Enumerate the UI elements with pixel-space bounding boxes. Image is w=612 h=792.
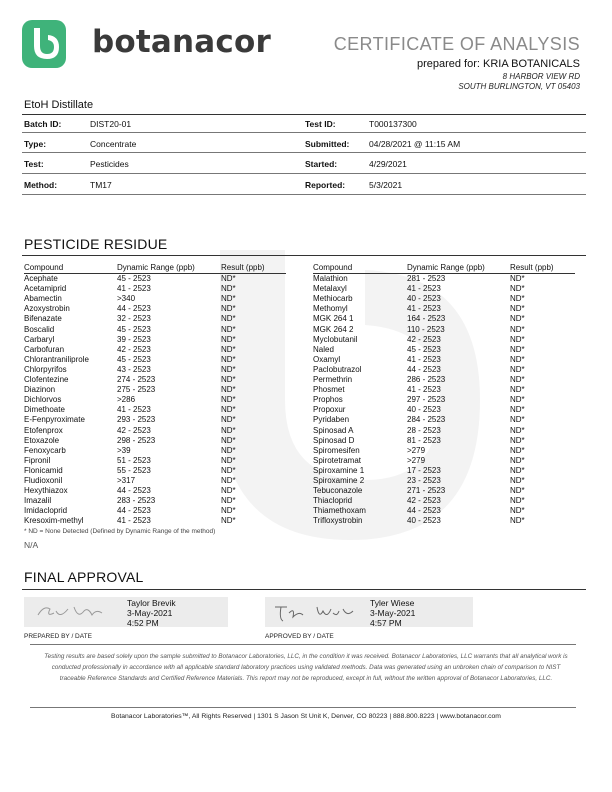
dynamic-range: >279 [407, 445, 426, 455]
prepared-time: 4:52 PM [127, 618, 159, 628]
result-value: ND* [221, 364, 236, 374]
divider [22, 589, 586, 590]
col-compound: Compound [24, 263, 64, 272]
reported-label: Reported: [305, 180, 346, 190]
compound-name: Methiocarb [313, 294, 353, 304]
divider [22, 152, 586, 153]
submitted-value: 04/28/2021 @ 11:15 AM [369, 139, 461, 149]
divider [30, 644, 576, 645]
compound-name: Naled [313, 344, 334, 354]
table-row [24, 375, 286, 385]
result-value: ND* [510, 506, 525, 516]
compound-name: Prophos [313, 395, 343, 405]
compound-name: Carbaryl [24, 334, 55, 344]
dynamic-range: 42 - 2523 [407, 496, 441, 506]
dynamic-range: 39 - 2523 [117, 334, 151, 344]
footer-text: Botanacor Laboratories™, All Rights Reserved | 1301 S Jason St Unit K, Denver, CO 80223 | 888.800.8223 | www.botanacor.com [111, 713, 501, 720]
table-row [313, 446, 575, 456]
dynamic-range: 281 - 2523 [407, 274, 446, 283]
nd-footnote: * ND = None Detected (Defined by Dynamic Range of the method) [24, 528, 216, 535]
table-row [313, 314, 575, 324]
result-value: ND* [221, 354, 236, 364]
dynamic-range: 44 - 2523 [407, 506, 441, 516]
table-header [313, 263, 575, 274]
method-label: Method: [24, 180, 58, 190]
table-row [24, 476, 286, 486]
result-value: ND* [221, 445, 236, 455]
dynamic-range: 284 - 2523 [407, 415, 446, 425]
table-row [313, 426, 575, 436]
table-row [313, 415, 575, 425]
table-row [313, 486, 575, 496]
compound-name: Diazinon [24, 385, 56, 395]
compound-name: Fludioxonil [24, 476, 63, 485]
compound-name: Acetamiprid [24, 284, 67, 294]
result-value: ND* [221, 516, 236, 526]
result-value: ND* [221, 385, 236, 395]
compound-name: MGK 264 1 [313, 314, 354, 324]
reported-value: 5/3/2021 [369, 180, 403, 190]
result-value: ND* [510, 364, 525, 374]
table-row [24, 426, 286, 436]
dynamic-range: 23 - 2523 [407, 476, 441, 485]
result-value: ND* [510, 476, 525, 485]
compound-name: Paclobutrazol [313, 364, 362, 374]
test-id-value: T000137300 [369, 119, 417, 129]
table-row [24, 456, 286, 466]
table-row [24, 355, 286, 365]
dynamic-range: >279 [407, 455, 426, 465]
dynamic-range: 41 - 2523 [407, 284, 441, 294]
table-row [313, 355, 575, 365]
dynamic-range: 271 - 2523 [407, 486, 446, 496]
prepared-signature-box [24, 597, 120, 627]
table-row [313, 385, 575, 395]
compound-name: Spinosad D [313, 435, 355, 445]
table-row [313, 456, 575, 466]
table-row [24, 314, 286, 324]
dynamic-range: 40 - 2523 [407, 516, 441, 526]
dynamic-range: 41 - 2523 [117, 516, 151, 526]
table-row [24, 325, 286, 335]
dynamic-range: 42 - 2523 [117, 344, 151, 354]
prepared-by-name: Taylor Brevik [127, 598, 176, 608]
table-row [24, 486, 286, 496]
residue-table-right [313, 263, 575, 528]
result-value: ND* [510, 354, 525, 364]
result-value: ND* [510, 405, 525, 415]
compound-name: Oxamyl [313, 354, 341, 364]
result-value: ND* [221, 395, 236, 405]
result-value: ND* [510, 274, 525, 283]
compound-name: Trifloxystrobin [313, 516, 363, 526]
result-value: ND* [510, 425, 525, 435]
dynamic-range: 41 - 2523 [407, 385, 441, 395]
table-row [313, 506, 575, 516]
compound-name: Thiacloprid [313, 496, 353, 506]
result-value: ND* [510, 324, 525, 334]
compound-name: Phosmet [313, 385, 345, 395]
dynamic-range: 110 - 2523 [407, 324, 445, 334]
result-value: ND* [510, 395, 525, 405]
table-row [24, 516, 286, 526]
compound-name: Etofenprox [24, 425, 63, 435]
result-value: ND* [221, 415, 236, 425]
batch-id-value: DIST20-01 [90, 119, 132, 129]
dynamic-range: 283 - 2523 [117, 496, 156, 506]
approved-signature [265, 597, 363, 627]
prepared-signature [24, 597, 120, 627]
approved-time: 4:57 PM [370, 618, 402, 628]
dynamic-range: 41 - 2523 [117, 284, 151, 294]
dynamic-range: 293 - 2523 [117, 415, 156, 425]
approved-caption: APPROVED BY / DATE [265, 633, 334, 640]
dynamic-range: 17 - 2523 [407, 465, 441, 475]
client-address-line1: 8 HARBOR VIEW RD [502, 72, 580, 81]
compound-name: Etoxazole [24, 435, 60, 445]
table-row [24, 466, 286, 476]
compound-name: Chlorpyrifos [24, 364, 67, 374]
dynamic-range: 42 - 2523 [407, 334, 441, 344]
compound-name: Methomyl [313, 304, 348, 314]
dynamic-range: 41 - 2523 [407, 304, 441, 314]
compound-name: Hexythiazox [24, 486, 68, 496]
result-value: ND* [510, 486, 525, 496]
compound-name: Bifenazate [24, 314, 62, 324]
table-row [24, 274, 286, 284]
result-value: ND* [221, 274, 236, 283]
dynamic-range: 286 - 2523 [407, 375, 446, 384]
compound-name: Fipronil [24, 455, 51, 465]
result-value: ND* [221, 465, 236, 475]
compound-name: Myclobutanil [313, 334, 358, 344]
compound-name: Clofentezine [24, 375, 69, 384]
submitted-label: Submitted: [305, 139, 350, 149]
test-value: Pesticides [90, 159, 129, 169]
compound-name: Dichlorvos [24, 395, 62, 405]
divider [22, 255, 586, 256]
table-row [313, 335, 575, 345]
table-row [313, 274, 575, 284]
started-value: 4/29/2021 [369, 159, 407, 169]
result-value: ND* [221, 486, 236, 496]
table-row [24, 446, 286, 456]
prepared-date: 3-May-2021 [127, 608, 173, 618]
table-row [24, 496, 286, 506]
result-value: ND* [221, 405, 236, 415]
col-compound: Compound [313, 263, 353, 272]
table-row [313, 395, 575, 405]
result-value: ND* [510, 435, 525, 445]
compound-name: Spiromesifen [313, 445, 360, 455]
compound-name: Pyridaben [313, 415, 350, 425]
divider [22, 173, 586, 174]
dynamic-range: 81 - 2523 [407, 435, 441, 445]
result-value: ND* [221, 435, 236, 445]
compound-name: Acephate [24, 274, 58, 283]
table-row [313, 294, 575, 304]
divider [30, 707, 576, 708]
result-value: ND* [510, 314, 525, 324]
compound-name: Tebuconazole [313, 486, 363, 496]
client-address-line2: SOUTH BURLINGTON, VT 05403 [458, 82, 580, 91]
compound-name: Thiamethoxam [313, 506, 366, 516]
dynamic-range: 164 - 2523 [407, 314, 446, 324]
table-row [24, 294, 286, 304]
result-value: ND* [510, 294, 525, 304]
compound-name: Flonicamid [24, 465, 63, 475]
result-value: ND* [221, 375, 236, 384]
dynamic-range: 45 - 2523 [117, 354, 151, 364]
not-applicable-note: N/A [24, 540, 39, 550]
compound-name: Metalaxyl [313, 284, 347, 294]
compound-name: Imazalil [24, 496, 52, 506]
table-row [24, 385, 286, 395]
table-row [313, 365, 575, 375]
dynamic-range: 41 - 2523 [117, 405, 151, 415]
result-value: ND* [510, 516, 525, 526]
compound-name: Boscalid [24, 324, 55, 334]
result-value: ND* [510, 496, 525, 506]
compound-name: Azoxystrobin [24, 304, 70, 314]
compound-name: Propoxur [313, 405, 346, 415]
table-row [313, 405, 575, 415]
dynamic-range: 45 - 2523 [407, 344, 441, 354]
table-row [24, 415, 286, 425]
approved-date: 3-May-2021 [370, 608, 416, 618]
compound-name: Kresoxim-methyl [24, 516, 84, 526]
dynamic-range: 41 - 2523 [407, 354, 441, 364]
result-value: ND* [510, 465, 525, 475]
table-row [313, 345, 575, 355]
result-value: ND* [510, 375, 525, 384]
dynamic-range: 45 - 2523 [117, 324, 151, 334]
dynamic-range: 274 - 2523 [117, 375, 156, 384]
table-row [24, 365, 286, 375]
dynamic-range: >317 [117, 476, 136, 485]
dynamic-range: 51 - 2523 [117, 455, 151, 465]
result-value: ND* [510, 385, 525, 395]
dynamic-range: 44 - 2523 [117, 304, 151, 314]
result-value: ND* [510, 445, 525, 455]
dynamic-range: 43 - 2523 [117, 364, 151, 374]
result-value: ND* [510, 334, 525, 344]
test-label: Test: [24, 159, 44, 169]
col-dynamic-range: Dynamic Range (ppb) [407, 263, 485, 272]
prepared-caption: PREPARED BY / DATE [24, 633, 92, 640]
dynamic-range: 298 - 2523 [117, 435, 156, 445]
result-value: ND* [221, 334, 236, 344]
table-row [24, 304, 286, 314]
divider [22, 132, 586, 133]
table-row [24, 345, 286, 355]
result-value: ND* [221, 344, 236, 354]
table-row [313, 476, 575, 486]
result-value: ND* [221, 284, 236, 294]
dynamic-range: 44 - 2523 [117, 506, 151, 516]
divider [22, 194, 586, 195]
compound-name: E-Fenpyroximate [24, 415, 85, 425]
table-row [313, 516, 575, 526]
pesticide-residue-title: PESTICIDE RESIDUE [24, 236, 168, 252]
product-name: EtoH Distillate [24, 99, 94, 111]
result-value: ND* [221, 324, 236, 334]
dynamic-range: 44 - 2523 [407, 364, 441, 374]
certificate-title: CERTIFICATE OF ANALYSIS [333, 34, 580, 54]
result-value: ND* [221, 476, 236, 485]
compound-name: Fenoxycarb [24, 445, 66, 455]
result-value: ND* [221, 425, 236, 435]
batch-id-label: Batch ID: [24, 119, 62, 129]
compound-name: Permethrin [313, 375, 353, 384]
result-value: ND* [221, 506, 236, 516]
final-approval-title: FINAL APPROVAL [24, 569, 144, 585]
compound-name: Spiroxamine 2 [313, 476, 365, 485]
compound-name: Spiroxamine 1 [313, 465, 365, 475]
table-row [24, 436, 286, 446]
compound-name: Dimethoate [24, 405, 65, 415]
table-row [24, 506, 286, 516]
table-row [313, 325, 575, 335]
dynamic-range: 32 - 2523 [117, 314, 151, 324]
result-value: ND* [510, 284, 525, 294]
table-row [313, 496, 575, 506]
dynamic-range: >340 [117, 294, 136, 304]
type-value: Concentrate [90, 139, 137, 149]
table-header [24, 263, 286, 274]
table-row [24, 405, 286, 415]
brand-name: botanacor [92, 24, 271, 60]
dynamic-range: 40 - 2523 [407, 405, 441, 415]
col-dynamic-range: Dynamic Range (ppb) [117, 263, 195, 272]
dynamic-range: 55 - 2523 [117, 465, 151, 475]
result-value: ND* [221, 496, 236, 506]
result-value: ND* [510, 415, 525, 425]
dynamic-range: >286 [117, 395, 136, 405]
divider [22, 114, 586, 115]
dynamic-range: 42 - 2523 [117, 425, 151, 435]
disclaimer-text: Testing results are based solely upon the sample submitted to Botanacor Laboratories, LLC, in the condition it was received. Botanacor Laboratories, LLC warrants that all analytical work is conducted professionally in accordance with all applicable standard laboratory practices using validated methods. Data was generated using an unbroken chain of comparison to NIST traceable Reference Standards and Certified Reference Materials. This report may not be reproduced, except in full, without the written approval of Botanacor Laboratories, LLC. [44, 653, 568, 682]
table-row [313, 436, 575, 446]
compound-name: Carbofuran [24, 344, 65, 354]
compound-name: Imidacloprid [24, 506, 68, 516]
started-label: Started: [305, 159, 338, 169]
type-label: Type: [24, 139, 47, 149]
compound-name: Spirotetramat [313, 455, 362, 465]
dynamic-range: 28 - 2523 [407, 425, 441, 435]
table-row [313, 375, 575, 385]
result-value: ND* [510, 344, 525, 354]
dynamic-range: 45 - 2523 [117, 274, 151, 283]
result-value: ND* [510, 455, 525, 465]
compound-name: Spinosad A [313, 425, 354, 435]
residue-table-left [24, 263, 286, 528]
result-value: ND* [221, 294, 236, 304]
compound-name: Chlorantraniliprole [24, 354, 89, 364]
table-row [313, 466, 575, 476]
dynamic-range: 297 - 2523 [407, 395, 446, 405]
botanacor-logo-icon [22, 20, 66, 68]
dynamic-range: 40 - 2523 [407, 294, 441, 304]
table-row [24, 335, 286, 345]
result-value: ND* [510, 304, 525, 314]
table-row [24, 395, 286, 405]
table-row [313, 284, 575, 294]
prepared-for: prepared for: KRIA BOTANICALS [416, 58, 580, 70]
compound-name: Abamectin [24, 294, 62, 304]
method-value: TM17 [90, 180, 112, 190]
result-value: ND* [221, 304, 236, 314]
result-value: ND* [221, 455, 236, 465]
compound-name: Malathion [313, 274, 348, 283]
dynamic-range: 275 - 2523 [117, 385, 156, 395]
col-result: Result (ppb) [510, 263, 554, 272]
col-result: Result (ppb) [221, 263, 265, 272]
approved-signature-box [265, 597, 363, 627]
table-row [24, 284, 286, 294]
dynamic-range: 44 - 2523 [117, 486, 151, 496]
compound-name: MGK 264 2 [313, 324, 354, 334]
table-row [313, 304, 575, 314]
dynamic-range: >39 [117, 445, 131, 455]
result-value: ND* [221, 314, 236, 324]
approved-by-name: Tyler Wiese [370, 598, 415, 608]
test-id-label: Test ID: [305, 119, 336, 129]
